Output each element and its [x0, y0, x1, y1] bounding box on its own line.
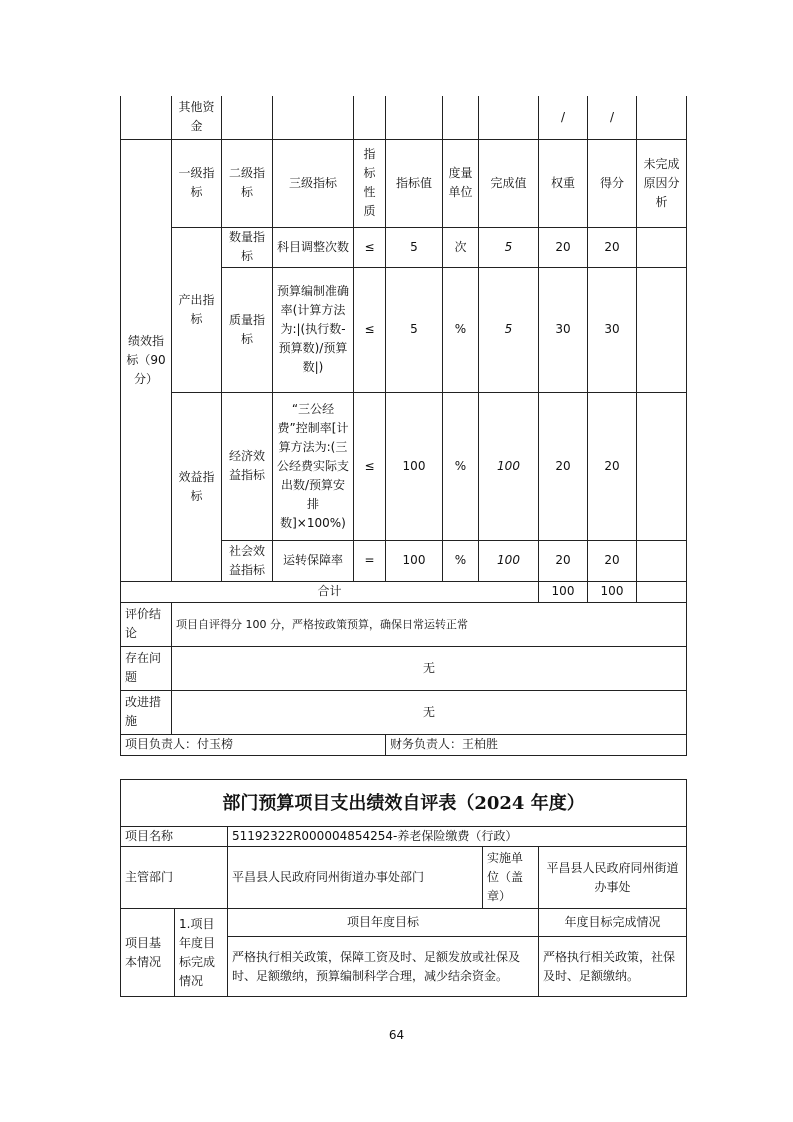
actual-cell: 100: [479, 392, 539, 540]
header-target: 指标值: [386, 139, 443, 227]
completion-text: 严格执行相关政策，社保及时、足额缴纳。: [539, 937, 687, 997]
unit-cell: 次: [443, 227, 479, 267]
score-cell: 20: [588, 540, 637, 581]
header-nature: 指标性质: [354, 139, 386, 227]
dept-value: 平昌县人民政府同州街道办事处部门: [228, 847, 483, 909]
total-label: 合计: [121, 581, 539, 602]
level2-cell: 社会效益指标: [222, 540, 273, 581]
actual-cell: 100: [479, 540, 539, 581]
level3-cell: 运转保障率: [273, 540, 354, 581]
header-level2: 二级指标: [222, 139, 273, 227]
level3-cell: 预算编制准确率(计算方法为:|(执行数-预算数)/预算数|): [273, 267, 354, 392]
project-name-label: 项目名称: [121, 827, 228, 847]
performance-indicator-table: [120, 96, 687, 756]
header-level3: 三级指标: [273, 139, 354, 227]
header-level1: 一级指标: [172, 139, 222, 227]
dept-label: 主管部门: [121, 847, 228, 909]
weight-cell: 20: [539, 392, 588, 540]
header-weight: 权重: [539, 139, 588, 227]
impl-label: 实施单位（盖章）: [483, 847, 539, 909]
level3-cell: “三公经费”控制率[计算方法为:(三公经费实际支出数/预算安排数]×100%): [273, 392, 354, 540]
unit-cell: %: [443, 392, 479, 540]
other-funds-label: 其他资金: [172, 96, 222, 139]
reason-cell: [637, 267, 687, 392]
problems-value: 无: [172, 646, 687, 690]
other-funds-weight: /: [539, 96, 588, 139]
target-cell: 100: [386, 540, 443, 581]
table-row: [121, 227, 687, 267]
table-row: [121, 392, 687, 540]
level1-output: 产出指标: [172, 227, 222, 392]
actual-cell: 5: [479, 267, 539, 392]
weight-cell: 30: [539, 267, 588, 392]
impl-value: 平昌县人民政府同州街道办事处: [539, 847, 687, 909]
problems-label: 存在问题: [121, 646, 172, 690]
level2-cell: 数量指标: [222, 227, 273, 267]
weight-cell: 20: [539, 227, 588, 267]
basic-info-label: 项目基本情况: [121, 909, 175, 997]
project-leader: 项目负责人：付玉榜: [121, 734, 386, 755]
total-score: 100: [588, 581, 637, 602]
page-number: 64: [388, 1028, 405, 1042]
target-cell: 5: [386, 227, 443, 267]
header-reason: 未完成原因分析: [637, 139, 687, 227]
performance-group-label: 绩效指标（90分）: [121, 139, 172, 581]
target-cell: 100: [386, 392, 443, 540]
reason-cell: [637, 227, 687, 267]
conclusion-value: 项目自评得分 100 分，严格按政策预算，确保日常运转正常: [172, 602, 687, 646]
self-evaluation-table: [120, 779, 687, 997]
goal-header: 项目年度目标: [228, 909, 539, 937]
project-name: 51192322R000004854254-养老保险缴费（行政）: [228, 827, 687, 847]
goal-completion-label: 1.项目年度目标完成情况: [175, 909, 228, 997]
unit-cell: %: [443, 540, 479, 581]
unit-cell: %: [443, 267, 479, 392]
completion-header: 年度目标完成情况: [539, 909, 687, 937]
level1-benefit: 效益指标: [172, 392, 222, 581]
score-cell: 30: [588, 267, 637, 392]
nature-cell: ≤: [354, 392, 386, 540]
level3-cell: 科目调整次数: [273, 227, 354, 267]
other-funds-score: /: [588, 96, 637, 139]
score-cell: 20: [588, 227, 637, 267]
target-cell: 5: [386, 267, 443, 392]
level2-cell: 经济效益指标: [222, 392, 273, 540]
header-unit: 度量单位: [443, 139, 479, 227]
nature-cell: ≤: [354, 227, 386, 267]
total-row: [121, 581, 687, 602]
header-score: 得分: [588, 139, 637, 227]
conclusion-label: 评价结论: [121, 602, 172, 646]
nature-cell: =: [354, 540, 386, 581]
reason-cell: [637, 540, 687, 581]
page-title: 部门预算项目支出绩效自评表（2024 年度）: [121, 780, 687, 827]
nature-cell: ≤: [354, 267, 386, 392]
score-cell: 20: [588, 392, 637, 540]
finance-leader: 财务负责人：王柏胜: [386, 734, 687, 755]
reason-cell: [637, 392, 687, 540]
goal-text: 严格执行相关政策，保障工资及时、足额发放或社保及时、足额缴纳，预算编制科学合理，减少结余资金。: [228, 937, 539, 997]
actual-cell: 5: [479, 227, 539, 267]
improvements-label: 改进措施: [121, 690, 172, 734]
header-actual: 完成值: [479, 139, 539, 227]
level2-cell: 质量指标: [222, 267, 273, 392]
improvements-value: 无: [172, 690, 687, 734]
total-weight: 100: [539, 581, 588, 602]
weight-cell: 20: [539, 540, 588, 581]
